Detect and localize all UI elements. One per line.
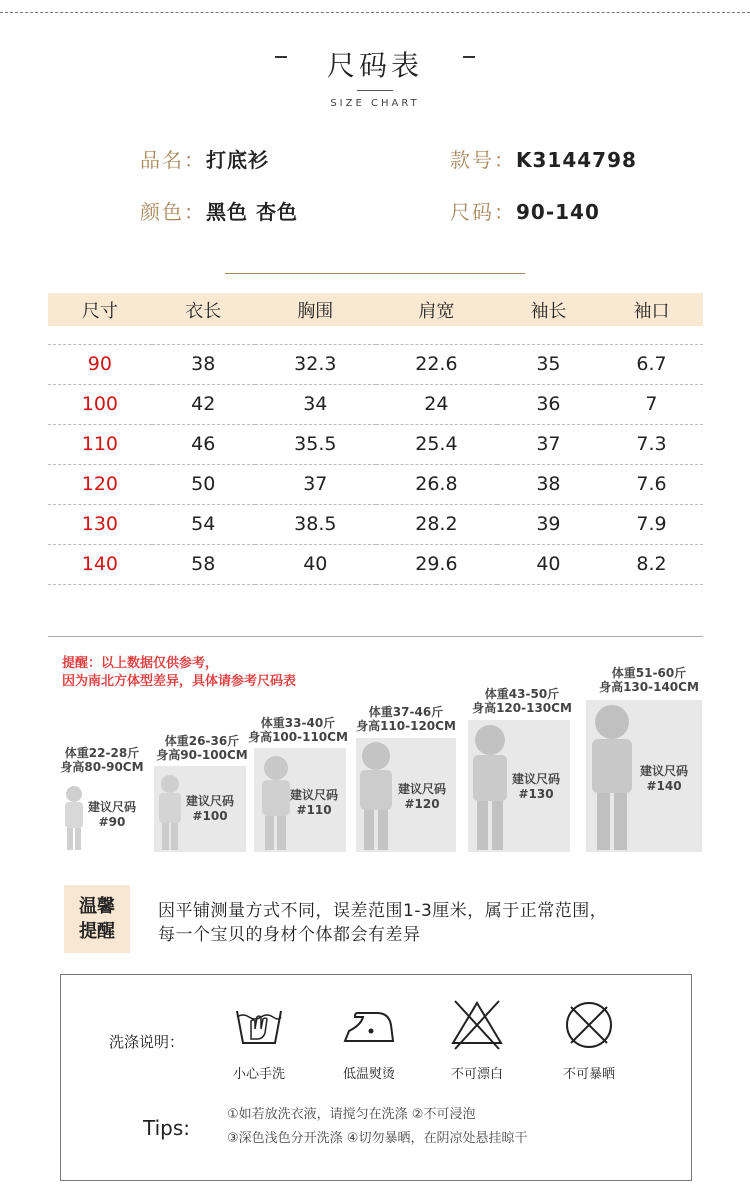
figure-rec-label: 建议尺码 bbox=[290, 788, 339, 802]
figure-rec bbox=[512, 772, 560, 802]
cell-shoulder: 25.4 bbox=[376, 424, 497, 464]
table-row bbox=[48, 344, 703, 384]
figure-box-90 bbox=[60, 780, 148, 852]
cell-chest: 34 bbox=[255, 384, 376, 424]
title-underline bbox=[357, 90, 393, 91]
figure-height: 身高100-110CM bbox=[248, 730, 348, 744]
title-dash-left bbox=[275, 56, 287, 58]
figure-height: 身高80-90CM bbox=[60, 760, 144, 774]
care-item-label: 小心手洗 bbox=[232, 1067, 285, 1082]
table-row bbox=[48, 544, 703, 584]
figure-rec-label: 建议尺码 bbox=[398, 782, 447, 796]
care-item-label: 不可漂白 bbox=[450, 1067, 503, 1082]
figure-height: 身高90-100CM bbox=[156, 748, 248, 762]
warm-tip-label-1: 温馨 bbox=[79, 896, 115, 917]
care-instructions-box bbox=[60, 974, 692, 1181]
product-size-label: 尺码： bbox=[450, 200, 516, 224]
page-subtitle: SIZE CHART bbox=[330, 98, 420, 109]
figure-weight: 体重37-46斤 bbox=[368, 705, 444, 719]
no-tumble-dry-icon bbox=[561, 997, 617, 1053]
header-chest: 胸围 bbox=[297, 300, 334, 322]
cell-size: 110 bbox=[48, 424, 152, 464]
figure-panel bbox=[356, 738, 456, 852]
care-label: 洗涤说明： bbox=[109, 1033, 185, 1051]
cell-chest: 35.5 bbox=[255, 424, 376, 464]
cell-shoulder: 26.8 bbox=[376, 464, 497, 504]
cell-cuff: 7 bbox=[600, 384, 703, 424]
figure-box-130 bbox=[468, 720, 570, 852]
cell-sleeve: 37 bbox=[497, 424, 600, 464]
spacer-cell bbox=[48, 326, 703, 344]
size-figure-90 bbox=[58, 746, 146, 774]
warm-tip-line-2: 每一个宝贝的身材个体都会有差异 bbox=[158, 925, 421, 945]
cell-sleeve: 39 bbox=[497, 504, 600, 544]
tips-label: Tips: bbox=[143, 1116, 191, 1140]
figure-panel bbox=[254, 748, 346, 852]
figure-box-120 bbox=[356, 738, 456, 852]
size-table bbox=[48, 293, 703, 585]
header-shoulder: 肩宽 bbox=[418, 300, 455, 322]
low-iron-icon bbox=[341, 997, 397, 1053]
cell-size: 130 bbox=[48, 504, 152, 544]
cell-chest: 37 bbox=[255, 464, 376, 504]
no-bleach-icon bbox=[449, 997, 505, 1053]
figure-rec-size: #130 bbox=[518, 787, 554, 801]
product-name bbox=[140, 144, 269, 173]
figure-weight: 体重51-60斤 bbox=[611, 666, 687, 680]
cell-length: 54 bbox=[152, 504, 255, 544]
cell-shoulder: 29.6 bbox=[376, 544, 497, 584]
header-sleeve: 袖长 bbox=[530, 300, 567, 322]
cell-sleeve: 40 bbox=[497, 544, 600, 584]
size-figure-140 bbox=[596, 666, 702, 694]
cell-cuff: 8.2 bbox=[600, 544, 703, 584]
table-spacer bbox=[48, 326, 703, 344]
figure-weight: 体重33-40斤 bbox=[260, 716, 336, 730]
header-cuff: 袖口 bbox=[633, 300, 670, 322]
cell-cuff: 7.9 bbox=[600, 504, 703, 544]
product-size-value: 90-140 bbox=[516, 200, 600, 224]
warm-tip-label-2: 提醒 bbox=[79, 921, 115, 942]
cell-length: 42 bbox=[152, 384, 255, 424]
header-length: 衣长 bbox=[185, 300, 222, 322]
figure-panel bbox=[154, 766, 246, 852]
cell-chest: 32.3 bbox=[255, 344, 376, 384]
care-item-hand-wash bbox=[211, 997, 307, 1082]
figure-rec-size: #110 bbox=[296, 803, 332, 817]
figure-rec bbox=[398, 782, 446, 812]
size-table-header bbox=[48, 293, 703, 326]
section-divider-2 bbox=[48, 636, 703, 637]
product-code bbox=[450, 144, 637, 173]
figure-rec-size: #100 bbox=[192, 809, 228, 823]
cell-size: 120 bbox=[48, 464, 152, 504]
figure-panel bbox=[468, 720, 570, 852]
table-row bbox=[48, 504, 703, 544]
figure-rec bbox=[290, 788, 338, 818]
tips-line-2: ③深色浅色分开洗涤 ④切勿暴晒，在阴凉处悬挂晾干 bbox=[227, 1131, 528, 1146]
figure-panel bbox=[586, 700, 702, 852]
figure-rec bbox=[186, 794, 234, 824]
figure-rec-size: #90 bbox=[98, 815, 126, 829]
figure-rec-label: 建议尺码 bbox=[88, 800, 137, 814]
cell-sleeve: 35 bbox=[497, 344, 600, 384]
cell-cuff: 7.3 bbox=[600, 424, 703, 464]
top-dashed-line bbox=[0, 12, 750, 13]
product-size bbox=[450, 196, 600, 225]
product-color-value: 黑色 杏色 bbox=[206, 200, 298, 224]
table-row bbox=[48, 464, 703, 504]
cell-sleeve: 36 bbox=[497, 384, 600, 424]
cell-sleeve: 38 bbox=[497, 464, 600, 504]
product-name-label: 品名： bbox=[140, 148, 206, 172]
figure-panel bbox=[60, 780, 148, 852]
figure-rec bbox=[640, 764, 688, 794]
cell-size: 140 bbox=[48, 544, 152, 584]
reminder-line-2: 因为南北方体型差异，具体请参考尺码表 bbox=[62, 674, 297, 689]
warm-tip-badge bbox=[64, 885, 130, 953]
cell-length: 50 bbox=[152, 464, 255, 504]
product-color-label: 颜色： bbox=[140, 200, 206, 224]
figure-weight: 体重22-28斤 bbox=[64, 746, 140, 760]
table-row bbox=[48, 384, 703, 424]
cell-shoulder: 24 bbox=[376, 384, 497, 424]
cell-chest: 38.5 bbox=[255, 504, 376, 544]
care-item-label: 不可暴晒 bbox=[562, 1067, 615, 1082]
figure-rec-size: #140 bbox=[646, 779, 682, 793]
tips-line-1: ①如若放洗衣液，请搅匀在洗涤 ②不可浸泡 bbox=[227, 1107, 476, 1122]
title-text: 尺码表 bbox=[326, 49, 423, 82]
figure-height: 身高120-130CM bbox=[472, 701, 572, 715]
cell-size: 90 bbox=[48, 344, 152, 384]
cell-shoulder: 22.6 bbox=[376, 344, 497, 384]
title-dash-right bbox=[463, 56, 475, 58]
product-code-label: 款号： bbox=[450, 148, 516, 172]
header-size: 尺寸 bbox=[81, 300, 118, 322]
cell-length: 46 bbox=[152, 424, 255, 464]
cell-size: 100 bbox=[48, 384, 152, 424]
figure-rec bbox=[88, 800, 136, 830]
hand-wash-icon bbox=[231, 997, 287, 1053]
cell-length: 58 bbox=[152, 544, 255, 584]
figure-weight: 体重26-36斤 bbox=[164, 734, 240, 748]
table-row bbox=[48, 424, 703, 464]
section-divider bbox=[225, 273, 525, 274]
figure-rec-label: 建议尺码 bbox=[512, 772, 561, 786]
reminder-note bbox=[62, 655, 296, 691]
reminder-line-1: 提醒：以上数据仅供参考， bbox=[62, 656, 219, 671]
warm-tip-line-1: 因平铺测量方式不同，误差范围1-3厘米，属于正常范围， bbox=[158, 901, 608, 921]
warm-tip-text bbox=[158, 899, 607, 947]
cell-cuff: 6.7 bbox=[600, 344, 703, 384]
page-title bbox=[0, 44, 750, 84]
size-figure-110 bbox=[246, 716, 350, 744]
size-figure-120 bbox=[354, 705, 458, 733]
product-name-value: 打底衫 bbox=[206, 148, 269, 172]
care-item-low-iron bbox=[321, 997, 417, 1082]
care-item-no-bleach bbox=[429, 997, 525, 1082]
figure-weight: 体重43-50斤 bbox=[484, 687, 560, 701]
size-figure-100 bbox=[154, 734, 250, 762]
figure-height: 身高130-140CM bbox=[599, 680, 699, 694]
care-item-label: 低温熨烫 bbox=[342, 1067, 395, 1082]
figure-height: 身高110-120CM bbox=[356, 719, 456, 733]
cell-cuff: 7.6 bbox=[600, 464, 703, 504]
figure-box-140 bbox=[586, 700, 702, 852]
cell-length: 38 bbox=[152, 344, 255, 384]
figure-rec-label: 建议尺码 bbox=[186, 794, 235, 808]
size-figure-130 bbox=[470, 687, 574, 715]
figure-rec-size: #120 bbox=[404, 797, 440, 811]
figure-rec-label: 建议尺码 bbox=[640, 764, 689, 778]
figure-box-100 bbox=[154, 766, 246, 852]
cell-chest: 40 bbox=[255, 544, 376, 584]
product-color bbox=[140, 196, 298, 225]
tips-text bbox=[227, 1103, 527, 1151]
figure-box-110 bbox=[254, 748, 346, 852]
product-code-value: K3144798 bbox=[516, 148, 637, 172]
care-item-no-tumble-dry bbox=[541, 997, 637, 1082]
cell-shoulder: 28.2 bbox=[376, 504, 497, 544]
